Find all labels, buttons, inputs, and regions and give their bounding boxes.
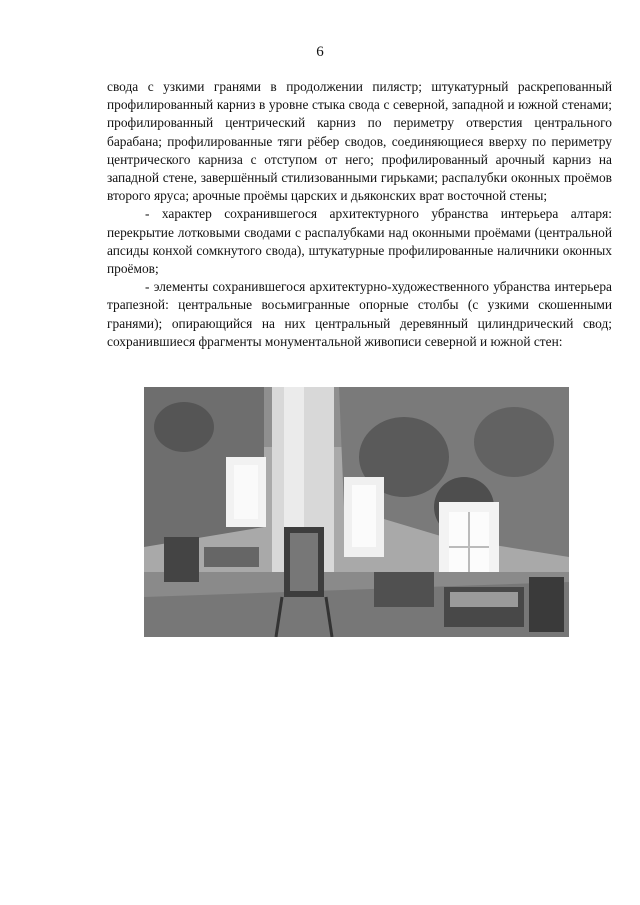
- interior-photo-drawing: [144, 387, 569, 637]
- body-text: [107, 78, 612, 351]
- page-number: 6: [316, 44, 324, 60]
- paragraph-1: свода с узкими гранями в продолжении пилястр; штукатурный раскрепованный профилированный карниз в уровне стыка свода с северной, западной и южной стенами; профилированный центрический карниз по периметру отверстия центрального барабана; профилированные тяги рёбер сводов, соединяющиеся вверху по периметру центрического карниза с отступом от него; профилированный арочный карниз на западной стене, завершённый стилизованными гирьками; распалубки оконных проёмов второго яруса; арочные проёмы царских и дьяконских врат восточной стены;: [107, 79, 612, 204]
- paragraph-3: - элементы сохранившегося архитектурно-художественного убранства интерьера трапезной: центральные восьмигранные опорные столбы (с узкими скошенными гранями); опирающийся на них центральный деревянный цилиндрический свод; сохранившиеся фрагменты монументальной живописи северной и южной стен:: [107, 279, 612, 349]
- paragraph-2: - характер сохранившегося архитектурного убранства интерьера алтаря: перекрытие лотковыми сводами с распалубками над оконными проёмами (центральной апсиды конхой сомкнутого свода), штукатурные профилированные наличники оконных проёмов;: [107, 206, 612, 277]
- interior-photo: [144, 387, 569, 637]
